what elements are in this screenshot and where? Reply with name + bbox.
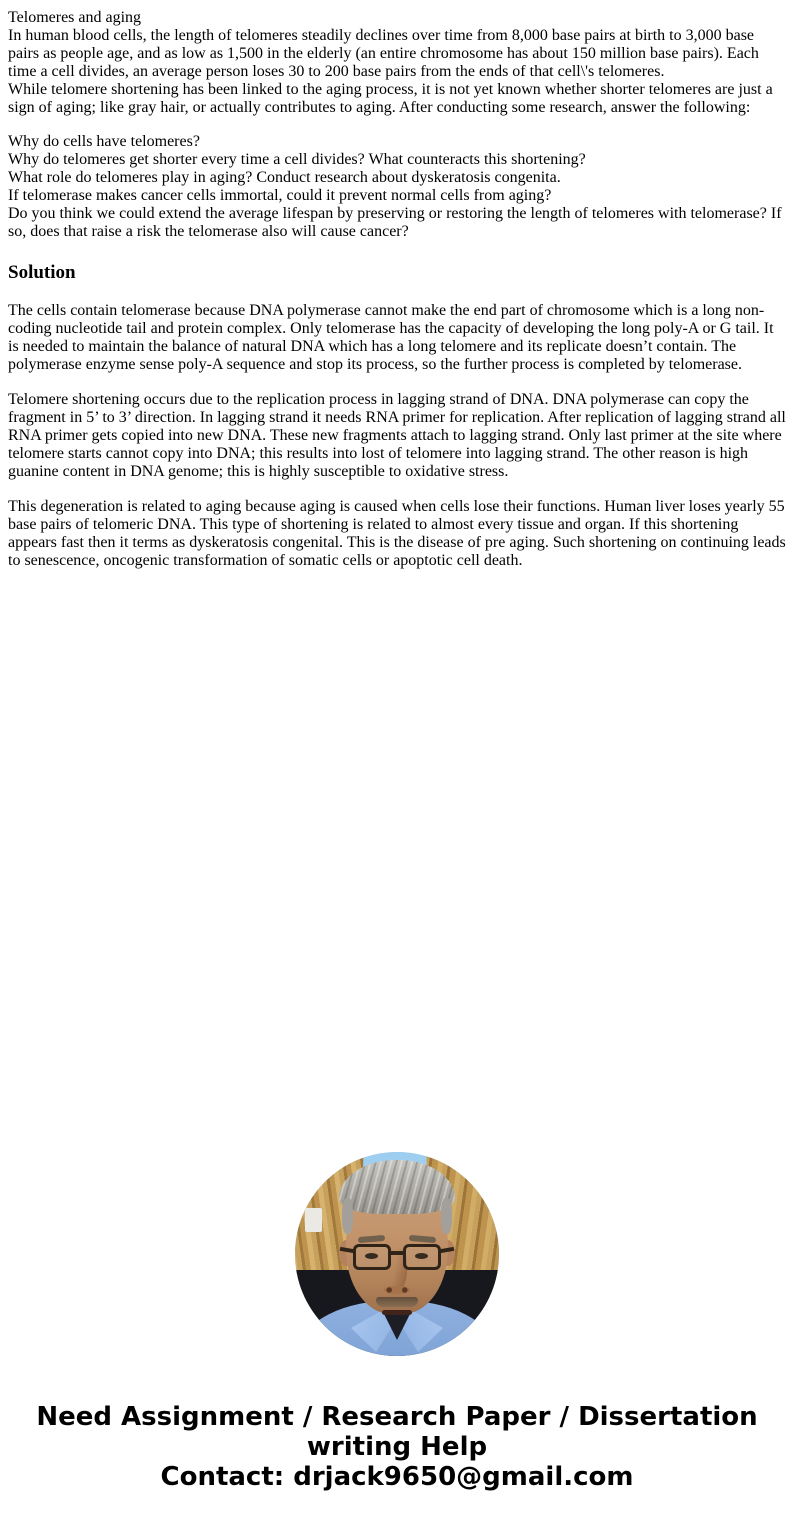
questions-list — [8, 133, 786, 241]
photo-mouth — [382, 1310, 412, 1315]
footer-line-1: Need Assignment / Research Paper / Dissertation — [36, 1402, 758, 1432]
photo-mustache — [376, 1297, 418, 1307]
photo-temple-hair-left — [342, 1198, 353, 1234]
photo-glasses-bridge — [390, 1251, 404, 1255]
doc-title: Telomeres and aging — [8, 9, 142, 26]
solution-paragraph-2: Telomere shortening occurs due to the replication process in lagging strand of DNA. DNA polymerase can copy the fragment in 5’ to 3’ direction. In lagging strand it needs RNA primer for replication. After replication of lagging strand all RNA primer gets copied into new DNA. These new fragments attach to lagging strand. Only last primer at the site where telomere starts cannot copy into DNA; this results into lost of telomere into lagging strand. The other reason is high guanine content in DNA genome; this is highly susceptible to oxidative stress. — [8, 391, 786, 480]
question-item-5: Do you think we could extend the average lifespan by preserving or restoring the length of telomeres with telomerase? If so, does that raise a risk the telomerase also will cause cancer? — [8, 205, 782, 240]
question-item-3: What role do telomeres play in aging? Conduct research about dyskeratosis congenita. — [8, 169, 561, 186]
intro-paragraph-2: While telomere shortening has been linked to the aging process, it is not yet known whether shorter telomeres are just a sign of aging; like gray hair, or actually contributes to aging. After conducting some research, answer the following: — [8, 81, 773, 116]
question-item-4: If telomerase makes cancer cells immortal, could it prevent normal cells from aging? — [8, 187, 552, 204]
photo-glasses-lens-left — [353, 1244, 391, 1270]
instructor-photo — [295, 1152, 499, 1356]
footer-banner — [0, 1402, 794, 1492]
question-item-2: Why do telomeres get shorter every time a cell divides? What counteracts this shortening? — [8, 151, 586, 168]
photo-switch-plate — [305, 1208, 322, 1232]
footer-contact-email: Contact: drjack9650@gmail.com — [160, 1462, 634, 1492]
intro-paragraph-1: In human blood cells, the length of telomeres steadily declines over time from 8,000 base pairs at birth to 3,000 base pairs as people age, and as low as 1,500 in the elderly (an entire chromosome has about 150 million base pairs). Each time a cell divides, an average person loses 30 to 200 base pairs from the ends of that cell\'s telomeres. — [8, 27, 759, 80]
solution-heading: Solution — [8, 262, 76, 283]
question-item-1: Why do cells have telomeres? — [8, 133, 200, 150]
document-text — [8, 9, 786, 570]
footer-line-2: writing Help — [306, 1432, 488, 1462]
solution-paragraph-3: This degeneration is related to aging because aging is caused when cells lose their functions. Human liver loses yearly 55 base pairs of telomeric DNA. This type of shortening is related to almost every tissue and organ. If this shortening appears fast then it terms as dyskeratosis congenital. This is the disease of pre aging. Such shortening on continuing leads to senescence, oncogenic transformation of somatic cells or apoptotic cell death. — [8, 498, 786, 569]
photo-temple-hair-right — [441, 1198, 452, 1234]
photo-glasses-lens-right — [403, 1244, 441, 1270]
photo-nostrils — [384, 1286, 410, 1294]
solution-paragraph-1: The cells contain telomerase because DNA polymerase cannot make the end part of chromosome which is a long non-coding nucleotide tail and protein complex. Only telomerase has the capacity of developing the long poly-A or G tail. It is needed to maintain the balance of natural DNA which has a long telomere and its replicate doesn’t contain. The polymerase enzyme sense poly-A sequence and stop its process, so the further process is completed by telomerase. — [8, 302, 774, 373]
